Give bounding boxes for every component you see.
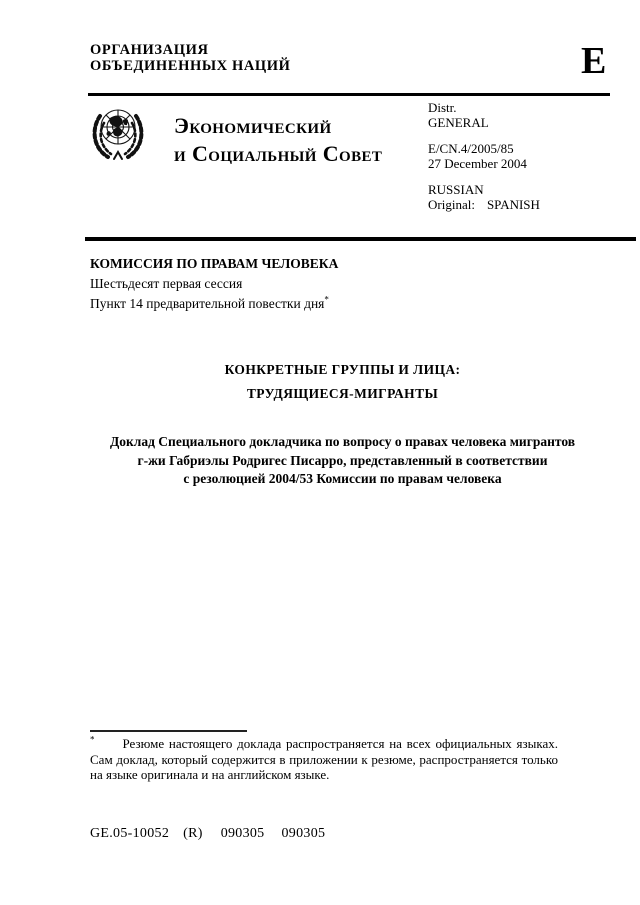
un-emblem-icon bbox=[88, 101, 148, 165]
org-name-line1: ОРГАНИЗАЦИЯ bbox=[90, 42, 209, 58]
council-name-line2: и Социальный Совет bbox=[174, 140, 383, 166]
document-series-letter: E bbox=[581, 40, 607, 82]
agenda-footnote-marker: * bbox=[324, 294, 329, 305]
subtitle-line2: г-жи Габриэлы Родригес Писарро, представленный в соответствии bbox=[137, 452, 548, 468]
date-code-1: 090305 bbox=[220, 826, 265, 841]
document-subtitle bbox=[90, 433, 595, 489]
council-name-line1: Экономический bbox=[174, 113, 332, 138]
org-name bbox=[90, 42, 291, 74]
footnote-text: Резюме настоящего доклада распространяется на всех официальных языках. Сам доклад, который содержится в приложении к резюме, распространяется только на языке оригинала и на английском языке. bbox=[90, 736, 565, 782]
session-block bbox=[90, 254, 338, 314]
footnote-marker: * bbox=[90, 734, 95, 745]
subtitle-line3: с резолюцией 2004/53 Комиссии по правам человека bbox=[183, 471, 502, 486]
ge-number: GE.05-10052 bbox=[90, 826, 170, 841]
title-line1: КОНКРЕТНЫЕ ГРУППЫ И ЛИЦА: bbox=[224, 362, 461, 377]
agenda-item-line bbox=[90, 294, 338, 314]
subtitle-line1: Доклад Специального докладчика по вопросу о правах человека мигрантов bbox=[109, 434, 576, 449]
document-symbol: E/CN.4/2005/85 bbox=[428, 141, 514, 156]
distribution-block bbox=[428, 101, 540, 224]
session-name: Шестьдесят первая сессия bbox=[90, 276, 243, 291]
date-code-2: 090305 bbox=[281, 826, 326, 841]
header-rule bbox=[88, 93, 610, 96]
masthead-rule bbox=[85, 237, 636, 241]
distribution-type-group bbox=[428, 101, 540, 130]
org-name-line2: ОБЪЕДИНЕННЫХ НАЦИЙ bbox=[90, 58, 291, 74]
distr-type: GENERAL bbox=[428, 114, 489, 130]
document-date: 27 December 2004 bbox=[428, 155, 527, 171]
footnote bbox=[90, 734, 565, 783]
agenda-item: Пункт 14 предварительной повестки дня bbox=[90, 296, 325, 311]
document-symbol-group bbox=[428, 142, 540, 171]
original-language: SPANISH bbox=[486, 196, 540, 212]
original-label: Original: bbox=[428, 196, 475, 212]
document-title bbox=[90, 358, 595, 406]
footer-code-line bbox=[90, 826, 325, 842]
footnote-separator bbox=[90, 730, 247, 732]
original-language-line bbox=[428, 198, 540, 213]
commission-name: КОМИССИЯ ПО ПРАВАМ ЧЕЛОВЕКА bbox=[90, 256, 339, 271]
title-line2: ТРУДЯЩИЕСЯ-МИГРАНТЫ bbox=[246, 386, 439, 401]
language-code: (R) bbox=[183, 826, 203, 841]
document-language: RUSSIAN bbox=[428, 182, 484, 197]
distr-label: Distr. bbox=[428, 100, 457, 115]
language-group bbox=[428, 183, 540, 212]
council-name bbox=[174, 112, 382, 167]
